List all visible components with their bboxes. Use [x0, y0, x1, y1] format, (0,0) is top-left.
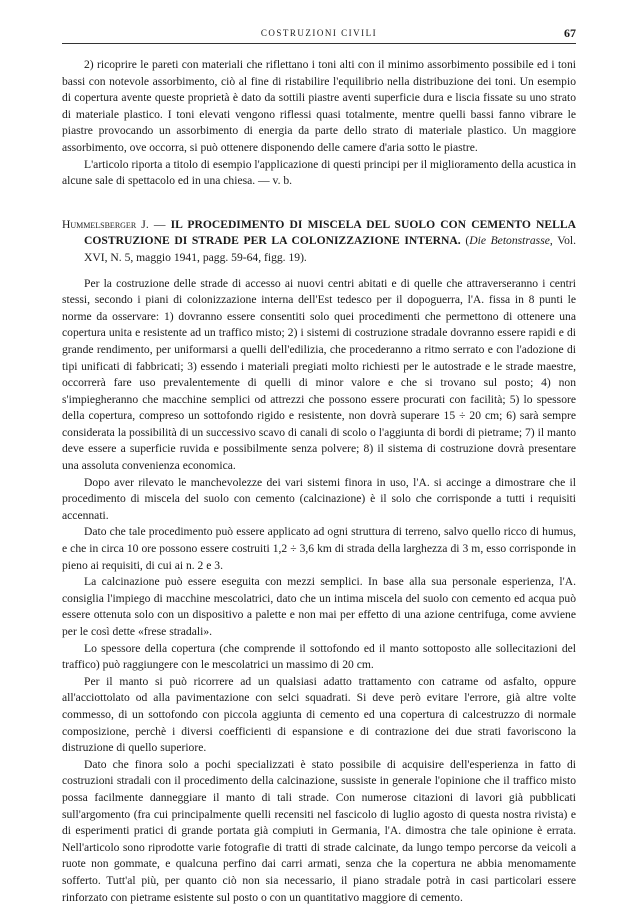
reference-source-open: (: [460, 234, 470, 248]
paragraph: La calcinazione può essere eseguita con mezzi semplici. In base alla sua personale esperienza, l'A. consiglia l'impiego di macchine mescolatrici, dato che un intima miscela del suolo con cemento ed acqua può essere ottenuta solo con un dispositivo a palette e non mai per effetto di una azione centrifuga, come avviene per le così dette «frese stradali».: [62, 575, 576, 638]
paragraph: Dato che tale procedimento può essere applicato ad ogni struttura di terreno, salvo quello ricco di humus, e che in circa 10 ore possono essere costruiti 1,2 ÷ 3,6 km di strada della larghezza di 3 m, esso corrisponde in pieno ai requisiti, di cui ai n. 2 e 3.: [62, 525, 576, 572]
paragraph: Per il manto si può ricorrere ad un qualsiasi adatto trattamento con catrame od asfalto, oppure all'acciottolato od alla pavimentazione con selci squadrati. Si deve però evitare l'errore, già altre volte commesso, di un sottofondo con piccola aggiunta di cemento ed una copertura di calcestruzzo di normale composizione, perchè i diversi coefficienti di espansione e di contrazione dei due strati favoriscono la distruzione di quello superiore.: [62, 674, 576, 755]
paragraph: Dopo aver rilevato le manchevolezze dei vari sistemi finora in uso, l'A. si accinge a dimostrare che il procedimento di miscela del suolo con cemento (calcinazione) è il solo che corrisponde a tutti i requisiti accennati.: [62, 475, 576, 522]
reference-author: Hummelsberger J.: [62, 217, 149, 231]
article-reference: [62, 217, 576, 267]
reference-title: IL PROCEDIMENTO DI MISCELA DEL SUOLO CON CEMENTO NELLA COSTRUZIONE DI STRADE PER LA COLONIZZAZIONE INTERNA.: [84, 217, 576, 248]
page-header: [62, 26, 576, 42]
page-number: 67: [564, 26, 576, 40]
header-rule: [62, 43, 576, 44]
reference-details: , Vol. XVI, N. 5, maggio 1941, pagg. 59-64, figg. 19).: [84, 234, 576, 264]
paragraph: L'articolo riporta a titolo di esempio l'applicazione di questi principi per il miglioramento della acustica in alcune sale di spettacolo ed in una chiesa. — v. b.: [62, 157, 576, 188]
reference-journal: Die Betonstrasse: [469, 234, 550, 248]
paragraph: Lo spessore della copertura (che comprende il sottofondo ed il manto sottoposto alle sollecitazioni del traffico) può raggiungere con le mescolatrici un massimo di 20 cm.: [62, 641, 576, 672]
paragraph: 2) ricoprire le pareti con materiali che riflettano i toni alti con il minimo assorbimento possibile ed i toni bassi con notevole assorbimento, ciò al fine di ristabilire l'equilibrio nella distribuzione dei toni. Un esempio di copertura avente queste proprietà è dato da sottili piastre aventi superficie dura e liscia fissate su uno strato di materiale plastico. I toni elevati vengono riflessi quasi totalmente, mentre quelli bassi fanno vibrare le piastre provocando un assorbimento di energia da parte dello strato di materiale plastico. Un maggiore assorbimento, ove occorra, si può ottenere disponendo delle camere d'aria sotto le piastre.: [62, 58, 576, 154]
running-head: COSTRUZIONI CIVILI: [260, 28, 378, 38]
paragraph: Dato che finora solo a pochi specializzati è stato possibile di acquisire dell'esperienza in fatto di costruzioni stradali con il procedimento della calcinazione, sussiste in generale l'opinione che il traffico misto possa facilmente danneggiare il manto di tali strade. Con numerose citazioni di lavori già pubblicati sull'argomento (fra cui principalmente quelli recensiti nel fascicolo di luglio agosto di questa nostra rivista) e di esperimenti pratici di grande portata già compiuti in Germania, l'A. dimostra che tale opinione è errata. Nell'articolo sono riprodotte varie fotografie di tratti di strade calcinate, da lungo tempo percorse da veicoli a ruote non gommate, e qualcuna perfino dai carri armati, senza che la copertura ne abbia menomamente sofferto. Tutt'al più, per quanto ciò non sia necessario, il piano stradale potrà in casi particolari essere rinforzato con pietrame esistente sul posto o con un quantitativo maggiore di cemento.: [62, 757, 576, 904]
page-body: [62, 57, 576, 906]
paragraph: Per la costruzione delle strade di accesso ai nuovi centri abitati e di quelle che attraverseranno i centri stessi, secondo i piani di colonizzazione interna dell'Est tedesco per il dopoguerra, l'A. fissa in 8 punti le norme da osservare: 1) dovranno essere consentiti solo quei procedimenti che permettono di ottenere una copertura unita e resistente ad un traffico misto; 2) i sistemi di costruzione stradale dovranno essere rapidi e di grande rendimento, per uniformarsi a quelli dell'edilizia, che procederanno a ritmo serrato e con l'adozione di tipi unificati di fabbricati; 3) essendo i materiali pregiati molto richiesti per le autostrade e le strade maestre, occorrerà fare uso prevalentemente di quelli di minor valore e che si trovano sul posto; 4) non s'impiegheranno che macchine semplici od attrezzi che possono essere procurati con facilità; 5) lo spessore della copertura, compreso un sottofondo rigido e resistente, non dovrà superare 15 ÷ 20 cm; 6) sarà sempre considerata la possibilità di un successivo scavo di canali di scolo o l'aggiunta di bordi di pietrame; 7) il manto deve essere a superficie ruvida e possibilmente senza polvere; 8) il sistema di costruzione dovrà presentare una assoluta convenienza economica.: [62, 276, 576, 473]
reference-dash: —: [148, 217, 171, 231]
